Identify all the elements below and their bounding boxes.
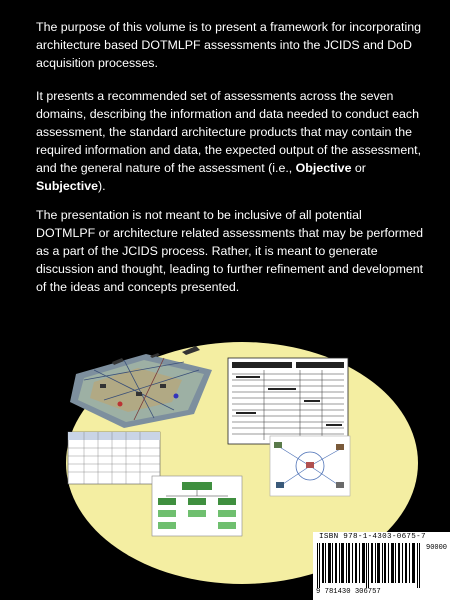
paragraph-assessments (36, 87, 424, 195)
org-chart-graphic (152, 476, 242, 536)
paragraph-assessments-start: It presents a recommended set of assessments across the seven domains, describing the information and data needed to conduct each assessment, the standard architecture products that may contain the required information and data, the expected output of the assessment, and the general nature of the assessment (i.e., (36, 89, 422, 175)
paragraph-presentation: The presentation is not meant to be inclusive of all potential DOTMLPF or architecture related assessments that may be performed as a part of the JCIDS process. Rather, it is meant to generate discussion and thought, leading to further refinement and development of the ideas and concepts presented. (36, 208, 424, 294)
intro-paragraph (36, 18, 424, 72)
isbn-barcode (313, 532, 450, 600)
assessments-paragraph (36, 87, 424, 195)
barcode-number: 9 781430 306757 (316, 588, 381, 596)
data-tables-graphic (228, 358, 348, 444)
paragraph-assessments-end: ). (97, 179, 106, 193)
paragraph-purpose: The purpose of this volume is to present a framework for incorporating architecture based DOTMLPF assessments into the JCIDS and DoD acquisition processes. (36, 20, 421, 70)
subjective-term: Subjective (36, 179, 98, 193)
isbn-label: ISBN 978-1-4303-0675-7 (319, 533, 426, 541)
or-word: or (351, 161, 366, 175)
price-addon: 90000 (426, 544, 448, 552)
presentation-paragraph (36, 206, 424, 296)
systems-view-graphic (270, 436, 350, 496)
objective-term: Objective (295, 161, 352, 175)
assessment-matrix-graphic (68, 432, 160, 484)
barcode-bars (317, 543, 423, 588)
